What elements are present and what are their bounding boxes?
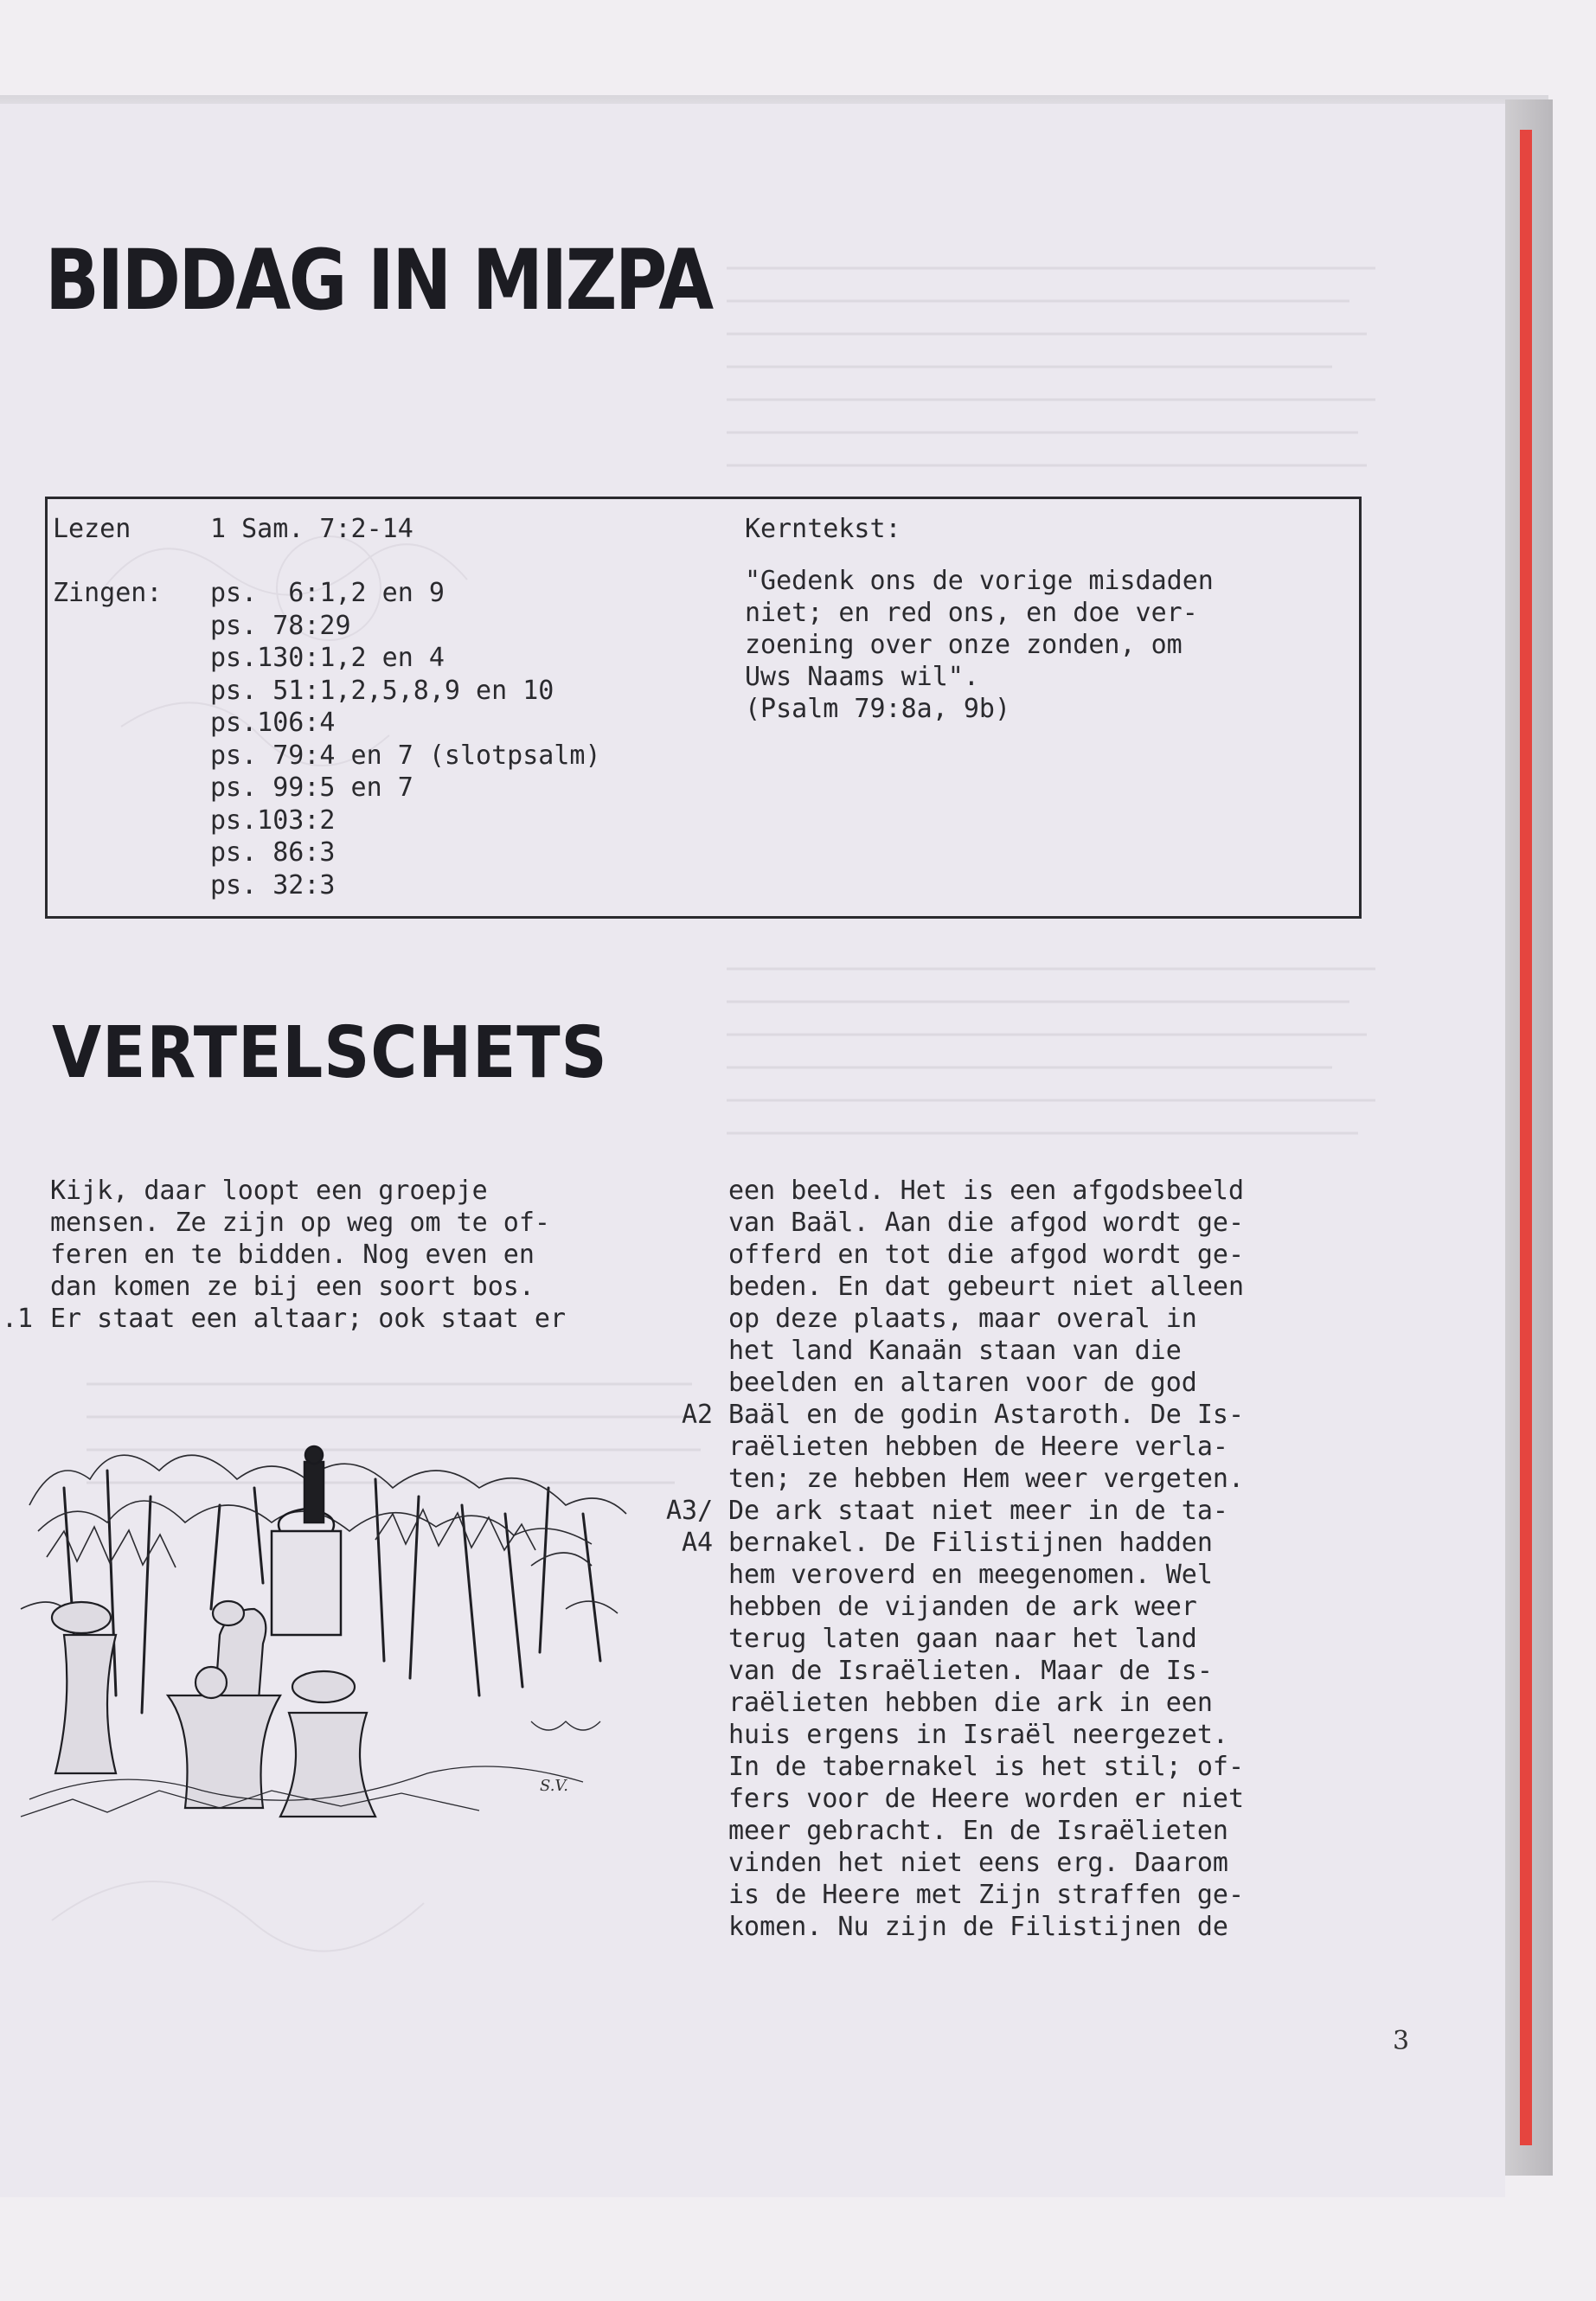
song-list [210, 577, 601, 901]
story-line: raëlieten hebben de Heere verla- [728, 1432, 1228, 1462]
story-line: Er staat een altaar; ook staat er [50, 1304, 567, 1334]
margin-note-a1: .1 [2, 1304, 34, 1334]
story-line: feren en te bidden. Nog even en [50, 1240, 535, 1270]
song-item: ps.106:4 [210, 708, 336, 738]
kerntekst-line: Uws Naams wil". [745, 662, 979, 692]
story-line: beelden en altaren voor de god [728, 1368, 1197, 1398]
song-item: ps. 51:1,2,5,8,9 en 10 [210, 675, 554, 706]
story-line: ten; ze hebben Hem weer vergeten. [728, 1464, 1245, 1494]
song-item: ps. 78:29 [210, 610, 351, 641]
story-line: het land Kanaän staan van die [728, 1336, 1182, 1366]
song-item: ps. 79:4 en 7 (slotpsalm) [210, 740, 601, 771]
story-line: hebben de vijanden de ark weer [728, 1592, 1197, 1622]
song-item: ps. 32:3 [210, 869, 336, 901]
song-item: ps.130:1,2 en 4 [210, 643, 445, 673]
section-heading: VERTELSCHETS [52, 1012, 608, 1094]
story-line: Baäl en de godin Astaroth. De Is- [728, 1400, 1245, 1430]
story-line: van Baäl. Aan die afgod wordt ge- [728, 1208, 1245, 1238]
lezen-reference: 1 Sam. 7:2-14 [210, 514, 413, 544]
page-title: BIDDAG IN MIZPA [45, 232, 712, 329]
svg-text:S.V.: S.V. [540, 1777, 568, 1795]
story-line: dan komen ze bij een soort bos. [50, 1272, 535, 1302]
story-line: In de tabernakel is het stil; of- [728, 1752, 1245, 1782]
lezen-label: Lezen [53, 514, 131, 544]
song-item: ps. 6:1,2 en 9 [210, 578, 445, 608]
story-column-left [50, 1175, 566, 1335]
story-line: hem veroverd en meegenomen. Wel [728, 1560, 1213, 1590]
story-line: mensen. Ze zijn op weg om te of- [50, 1208, 550, 1238]
kerntekst-line: zoening over onze zonden, om [745, 630, 1183, 660]
margin-note-a2: A2 [682, 1400, 714, 1430]
kerntekst-quote [745, 565, 1214, 693]
story-line: huis ergens in Israël neergezet. [728, 1720, 1228, 1750]
story-line: van de Israëlieten. Maar de Is- [728, 1656, 1213, 1686]
song-item: ps. 86:3 [210, 837, 336, 868]
story-line: op deze plaats, maar overal in [728, 1304, 1197, 1334]
story-line: een beeld. Het is een afgodsbeeld [728, 1176, 1245, 1206]
story-line: is de Heere met Zijn straffen ge- [728, 1880, 1245, 1910]
margin-note-a3: A3/ [666, 1496, 714, 1526]
story-line: bernakel. De Filistijnen hadden [728, 1528, 1213, 1558]
kerntekst-label: Kerntekst: [745, 514, 901, 544]
kerntekst-line: niet; en red ons, en doe ver- [745, 598, 1198, 628]
story-line: raëlieten hebben die ark in een [728, 1688, 1213, 1718]
zingen-label: Zingen: [53, 578, 163, 608]
story-line: De ark staat niet meer in de ta- [728, 1496, 1228, 1526]
margin-note-a4: A4 [682, 1528, 714, 1558]
story-line: fers voor de Heere worden er niet [728, 1784, 1245, 1814]
grove-altar-illustration [12, 1436, 635, 1825]
song-item: ps. 99:5 en 7 [210, 772, 413, 803]
story-line: komen. Nu zijn de Filistijnen de [728, 1912, 1228, 1942]
book-spine-red-edge [1520, 130, 1532, 2145]
song-item: ps.103:2 [210, 804, 336, 836]
story-line: offerd en tot die afgod wordt ge- [728, 1240, 1245, 1270]
story-line: meer gebracht. En de Israëlieten [728, 1816, 1228, 1846]
story-line: Kijk, daar loopt een groepje [50, 1176, 488, 1206]
page-number: 3 [1393, 2026, 1410, 2056]
story-line: terug laten gaan naar het land [728, 1624, 1197, 1654]
story-line: beden. En dat gebeurt niet alleen [728, 1272, 1245, 1302]
reading-info-box [45, 497, 1362, 919]
kerntekst-line: "Gedenk ons de vorige misdaden [745, 566, 1214, 596]
story-line: vinden het niet eens erg. Daarom [728, 1848, 1228, 1878]
kerntekst-reference: (Psalm 79:8a, 9b) [745, 694, 1011, 724]
story-column-right [728, 1175, 1244, 1943]
